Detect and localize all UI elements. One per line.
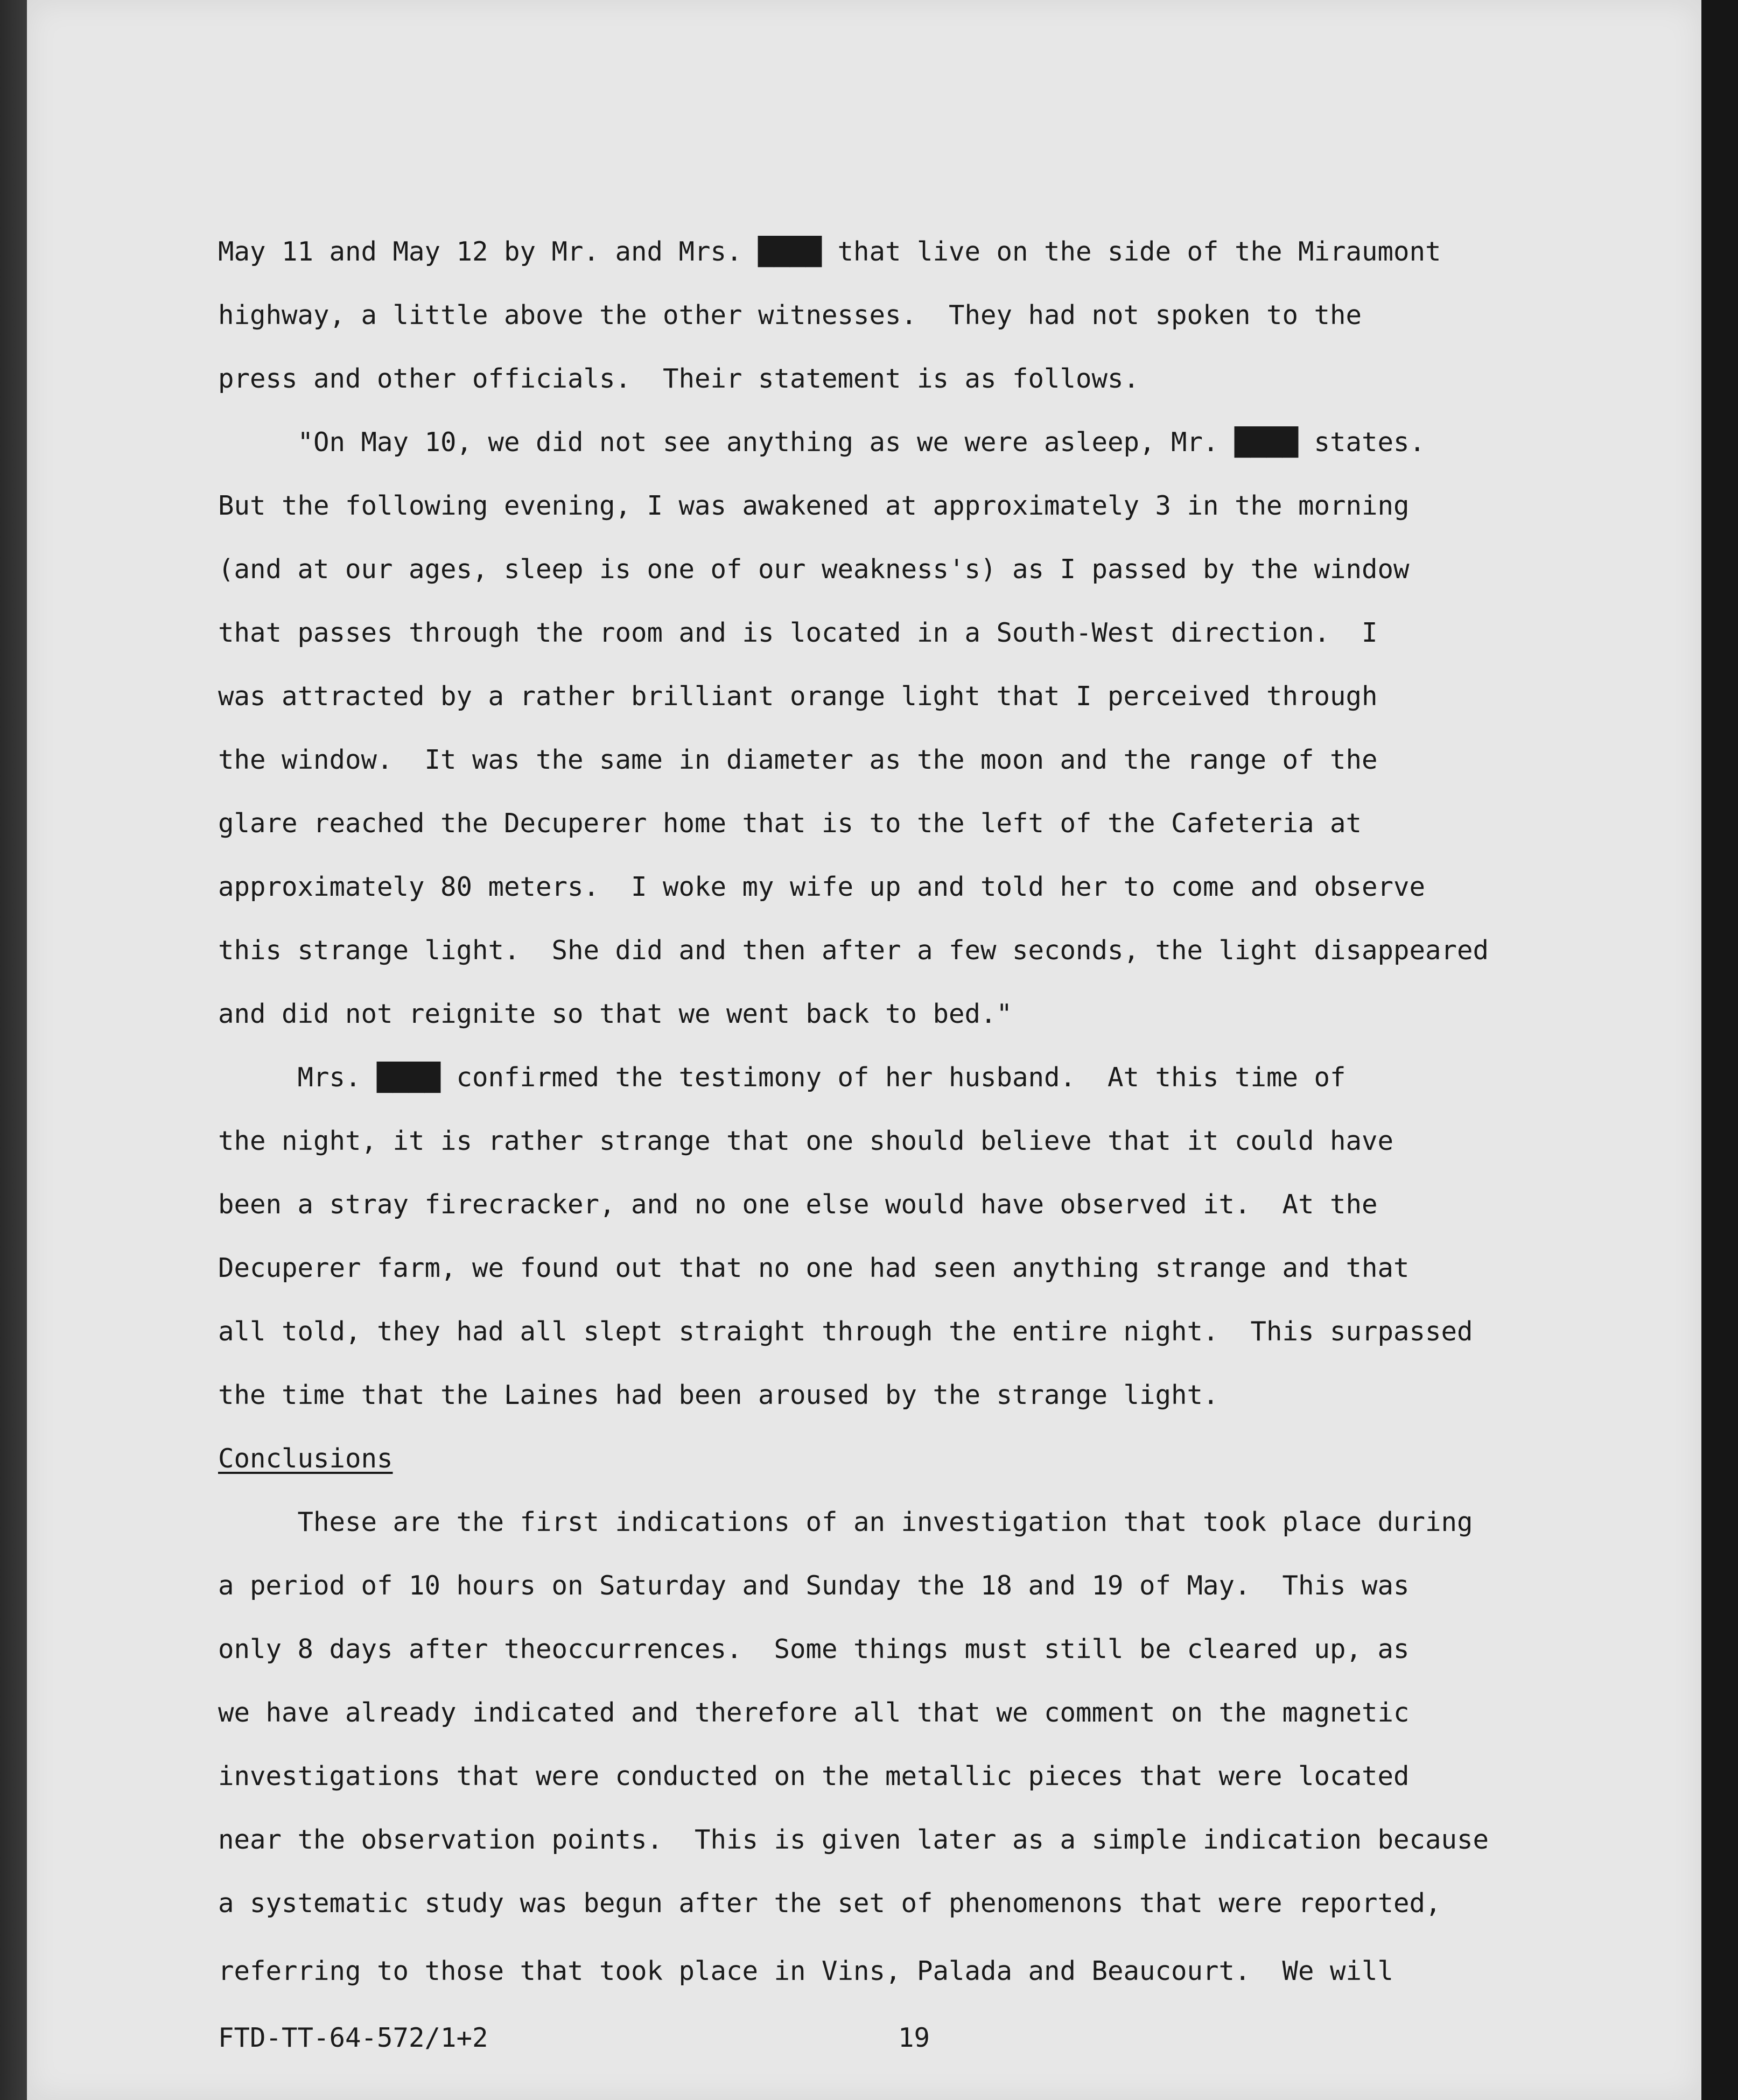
section-heading: Conclusions — [218, 1443, 393, 1474]
text-line: glare reached the Decuperer home that is to the left of the Cafeteria at — [218, 808, 1362, 839]
document-code: FTD-TT-64-572/1+2 — [218, 2022, 488, 2053]
text-line: and did not reignite so that we went back to bed." — [218, 999, 1013, 1029]
body-text — [218, 0, 1629, 1986]
text-line: near the observation points. This is given later as a simple indication because — [218, 1824, 1489, 1855]
text-line: approximately 80 meters. I woke my wife up and told her to come and observe — [218, 872, 1426, 902]
text-line: the window. It was the same in diameter as the moon and the range of the — [218, 745, 1378, 775]
text-line: a period of 10 hours on Saturday and Sunday the 18 and 19 of May. This was — [218, 1570, 1410, 1601]
text-line: But the following evening, I was awakened at approximately 3 in the morning — [218, 490, 1410, 521]
text-line: this strange light. She did and then after a few seconds, the light disappeared — [218, 935, 1489, 966]
text-line: been a stray firecracker, and no one else would have observed it. At the — [218, 1189, 1378, 1220]
text-line: we have already indicated and therefore all that we comment on the magnetic — [218, 1697, 1410, 1728]
scan-left-edge — [0, 0, 27, 2100]
text-line: referring to those that took place in Vins, Palada and Beaucourt. We will — [218, 1956, 1394, 1986]
text-line: investigations that were conducted on the metallic pieces that were located — [218, 1761, 1410, 1792]
text-line: the time that the Laines had been aroused by the strange light. — [218, 1380, 1219, 1410]
text-line: "On May 10, we did not see anything as we were asleep, Mr. ████ states. — [218, 427, 1426, 458]
text-line: Mrs. ████ confirmed the testimony of her husband. At this time of — [218, 1062, 1346, 1093]
text-line: May 11 and May 12 by Mr. and Mrs. ████ that live on the side of the Miraumont — [218, 236, 1441, 267]
scan-right-edge — [1701, 0, 1738, 2100]
text-line: Decuperer farm, we found out that no one had seen anything strange and that — [218, 1253, 1410, 1283]
text-line: only 8 days after theoccurrences. Some things must still be cleared up, as — [218, 1634, 1410, 1664]
text-line: the night, it is rather strange that one should believe that it could have — [218, 1126, 1394, 1156]
text-line: (and at our ages, sleep is one of our weakness's) as I passed by the window — [218, 554, 1410, 585]
page-number: 19 — [898, 2022, 930, 2053]
text-line: press and other officials. Their statement is as follows. — [218, 363, 1140, 394]
text-line: These are the first indications of an investigation that took place during — [218, 1507, 1473, 1537]
text-line: all told, they had all slept straight through the entire night. This surpassed — [218, 1316, 1473, 1347]
text-line: that passes through the room and is located in a South-West direction. I — [218, 617, 1378, 648]
text-line: a systematic study was begun after the set of phenomenons that were reported, — [218, 1888, 1441, 1919]
text-line: was attracted by a rather brilliant orange light that I perceived through — [218, 681, 1378, 712]
text-line: highway, a little above the other witnesses. They had not spoken to the — [218, 300, 1362, 331]
